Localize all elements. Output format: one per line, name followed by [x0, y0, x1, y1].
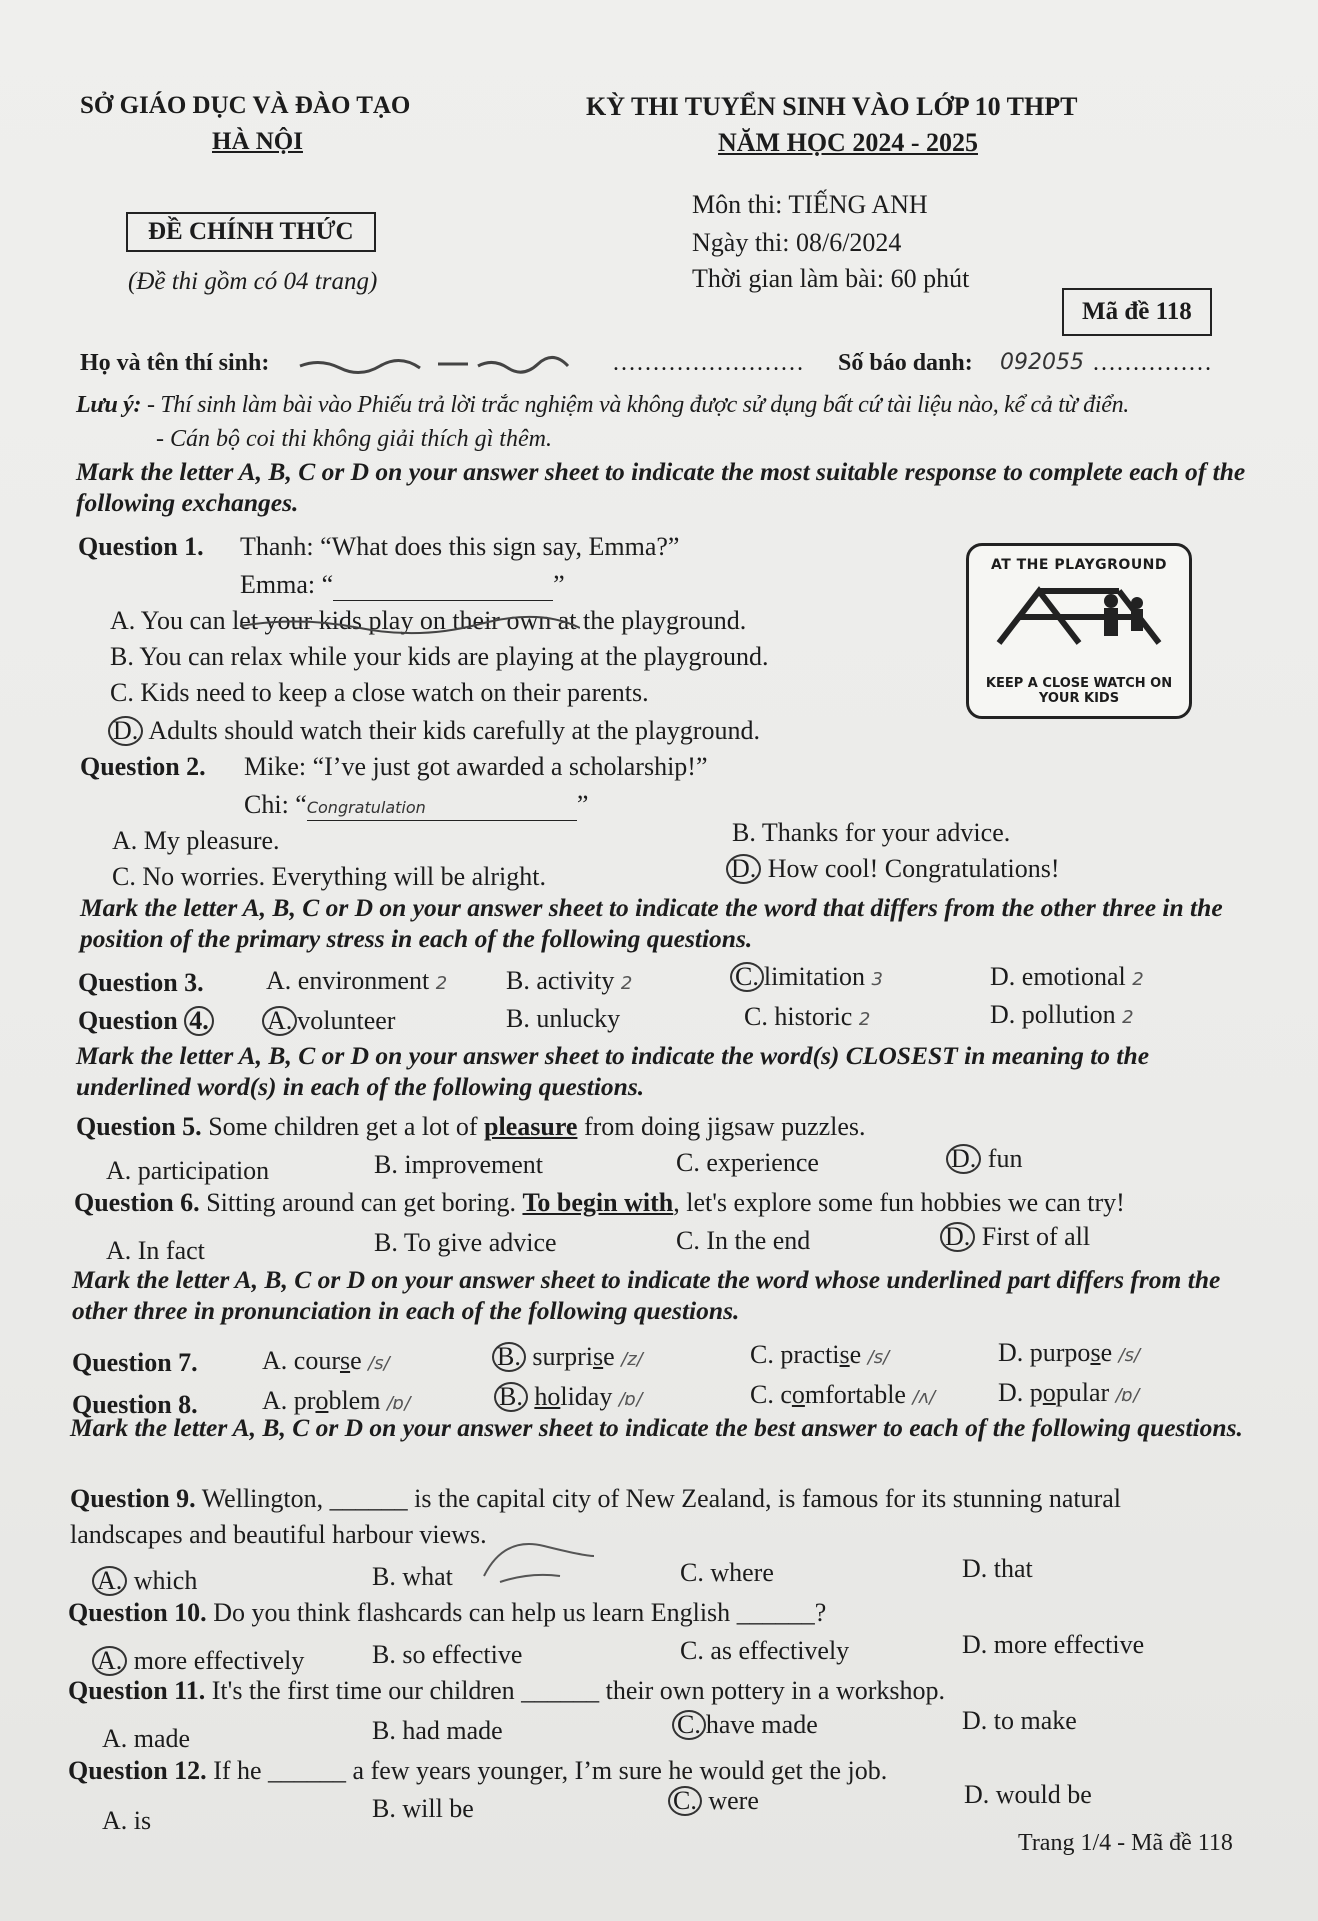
q6-option-b: B. To give advice [374, 1228, 557, 1257]
q8-a-post: blem [328, 1386, 381, 1415]
q9-stem [70, 1484, 1121, 1514]
q4-option-d-text: D. pollution [990, 1000, 1116, 1029]
q10-pre: Do you think flashcards can help us learn English [213, 1598, 731, 1627]
q4-option-c-text: C. historic [744, 1002, 853, 1031]
q9-post: is the capital city of New Zealand, is famous for its stunning natural [414, 1484, 1121, 1513]
q8-b-ul: ho [534, 1382, 561, 1411]
section-5-instruction: Mark the letter A, B, C or D on your answer sheet to indicate the best answer to each of the following questions. [70, 1413, 1243, 1442]
q4-selected-circle: A. [262, 1006, 297, 1036]
q3-option-b-text: B. activity [506, 966, 615, 995]
q2-option-d [726, 854, 1060, 884]
q4-option-d [990, 1000, 1134, 1030]
q9-option-b: B. what [372, 1562, 453, 1591]
q1-selected-circle: D. [108, 716, 143, 746]
q6-option-a: A. In fact [106, 1236, 205, 1265]
q4-option-b: B. unlucky [506, 1004, 621, 1033]
q3-option-b [506, 966, 632, 996]
q12-option-a: A. is [102, 1806, 152, 1835]
redacted-name [298, 352, 618, 376]
q2-option-b: B. Thanks for your advice. [732, 818, 1011, 847]
q10-blank: ______ [736, 1598, 815, 1627]
q7-d-ipa: /s/ [1118, 1345, 1141, 1366]
q12-option-d: D. would be [964, 1780, 1092, 1809]
q3-b-mark: 2 [620, 973, 633, 994]
q12-blank: ______ [268, 1756, 347, 1785]
q10-option-c: C. as effectively [680, 1636, 850, 1665]
q11-label: Question 11. [68, 1676, 206, 1705]
q6-underlined: To begin with [522, 1188, 674, 1217]
q6-pre: Sitting around can get boring. [206, 1188, 516, 1217]
q6-option-c: C. In the end [676, 1226, 811, 1255]
q11-option-c-text: have made [705, 1710, 818, 1739]
q11-selected-circle: C. [672, 1710, 706, 1740]
q2-handwritten: Congratulation [306, 798, 426, 817]
q2-label: Question 2. [80, 752, 206, 781]
q2-speaker: Chi: “ [244, 790, 307, 819]
sign-bottom-text: KEEP A CLOSE WATCH ON YOUR KIDS [985, 676, 1173, 706]
q12-label: Question 12. [68, 1756, 207, 1785]
q6-stem [74, 1188, 1125, 1218]
q7-selected-circle: B. [492, 1342, 526, 1372]
q12-option-c-text: were [708, 1786, 759, 1815]
q1-blank [333, 570, 553, 601]
q3-option-a [266, 966, 447, 996]
q5-label: Question 5. [76, 1112, 202, 1141]
q7-label: Question 7. [72, 1348, 198, 1377]
q11-option-c [672, 1710, 818, 1740]
exam-title: KỲ THI TUYỂN SINH VÀO LỚP 10 THPT [586, 92, 1078, 121]
exam-date: Ngày thi: 08/6/2024 [692, 228, 902, 257]
q1-option-a: A. You can let your kids play on their own at the playground. [110, 606, 747, 635]
q7-c-pre: C. practi [750, 1340, 840, 1369]
q9-pre: Wellington, [201, 1484, 324, 1513]
q8-c-ul: o [791, 1380, 805, 1409]
q7-d-ul: s [1090, 1338, 1101, 1367]
pages-note: (Đề thi gồm có 04 trang) [128, 268, 378, 295]
q1-scribble [240, 612, 580, 636]
q5-option-c: C. experience [676, 1148, 819, 1177]
q2-option-a: A. My pleasure. [112, 826, 280, 855]
q7-a-ul: s [339, 1346, 351, 1375]
q8-option-b [494, 1382, 642, 1412]
q12-option-c [668, 1786, 759, 1816]
sbd-value: 092055 [1000, 350, 1084, 375]
q9-label: Question 9. [70, 1484, 196, 1513]
q3-label: Question 3. [78, 968, 204, 997]
q11-blank: ______ [521, 1676, 600, 1705]
q7-c-ipa: /s/ [867, 1347, 890, 1368]
q7-a-post: e [350, 1346, 362, 1375]
q8-b-ipa: /ɒ/ [618, 1389, 643, 1410]
q7-d-post: e [1100, 1338, 1113, 1367]
q2-close-quote: ” [576, 790, 589, 819]
sbd-dots: …………… [1092, 350, 1212, 376]
q3-option-d-text: D. emotional [990, 962, 1126, 991]
q2-option-c: C. No worries. Everything will be alright. [112, 862, 546, 891]
q2-prompt: Mike: “I’ve just got awarded a scholarship!” [244, 752, 708, 781]
subject: Môn thi: TIẾNG ANH [692, 190, 928, 219]
q11-pre: It's the first time our children [211, 1676, 515, 1705]
q8-option-c [750, 1380, 935, 1410]
q9-option-d: D. that [962, 1554, 1033, 1583]
q12-option-b: B. will be [372, 1794, 474, 1823]
q5-option-d [946, 1144, 1022, 1174]
note-label: Lưu ý: [76, 392, 142, 418]
section-1-instruction: Mark the letter A, B, C or D on your answer sheet to indicate the most suitable response to complete each of the following exchanges. [76, 457, 1246, 517]
q2-response-line [244, 790, 588, 821]
q5-option-b: B. improvement [374, 1150, 543, 1179]
q9-option-a [92, 1566, 197, 1596]
q7-a-pre: A. cour [262, 1346, 340, 1375]
q1-speaker: Emma: “ [240, 570, 334, 599]
q5-underlined: pleasure [484, 1112, 578, 1141]
q7-b-post: e [603, 1342, 615, 1371]
q8-d-ul: o [1042, 1378, 1056, 1407]
q8-selected-circle: B. [494, 1382, 528, 1412]
q6-label: Question 6. [74, 1188, 200, 1217]
q4-option-a-text: volunteer [297, 1006, 396, 1035]
q3-option-a-text: A. environment [266, 966, 430, 995]
q7-option-c [750, 1340, 889, 1370]
q9-scribble [480, 1526, 600, 1586]
q9-stem-line2: landscapes and beautiful harbour views. [70, 1520, 487, 1549]
scribble-icon [480, 1526, 600, 1586]
q10-option-a [92, 1646, 304, 1676]
q8-label: Question 8. [72, 1390, 198, 1419]
exam-duration: Thời gian làm bài: 60 phút [692, 264, 970, 293]
q6-selected-circle: D. [940, 1222, 975, 1252]
q11-option-d: D. to make [962, 1706, 1077, 1735]
section-4-instruction: Mark the letter A, B, C or D on your answer sheet to indicate the word whose underlined part differs from the other three in pronunciation in each of the following questions. [72, 1265, 1221, 1325]
department-name: SỞ GIÁO DỤC VÀ ĐÀO TẠO [80, 92, 411, 119]
q3-option-c [730, 962, 883, 992]
q5-selected-circle: D. [946, 1144, 981, 1174]
q6-option-d [940, 1222, 1090, 1252]
note-line2: - Cán bộ coi thi không giải thích gì thêm. [156, 426, 552, 452]
strike-icon [240, 612, 580, 636]
q3-option-c-text: limitation [763, 962, 865, 991]
school-year: NĂM HỌC 2024 - 2025 [718, 128, 978, 157]
q7-b-ipa: /z/ [621, 1349, 643, 1370]
q6-post: , let's explore some fun hobbies we can try! [673, 1188, 1125, 1217]
q5-option-a: A. participation [106, 1156, 270, 1185]
q3-c-mark: 3 [871, 969, 883, 990]
q4-number-circle: 4. [184, 1006, 214, 1036]
q12-stem [68, 1756, 887, 1786]
q5-post: from doing jigsaw puzzles. [583, 1112, 866, 1141]
q8-a-ul: o [315, 1386, 329, 1415]
q4-label [78, 1006, 214, 1036]
page-footer: Trang 1/4 - Mã đề 118 [1018, 1830, 1233, 1856]
q5-stem [76, 1112, 866, 1142]
q1-option-b: B. You can relax while your kids are playing at the playground. [110, 642, 769, 671]
q2-blank [307, 790, 577, 821]
q10-post: ? [814, 1598, 827, 1627]
sign-top-text: AT THE PLAYGROUND [990, 557, 1168, 573]
q4-option-c [744, 1002, 870, 1032]
q8-a-pre: A. pr [262, 1386, 316, 1415]
q2-option-d-text: How cool! Congratulations! [767, 854, 1060, 883]
q9-option-c: C. where [680, 1558, 774, 1587]
playground-sign [966, 543, 1192, 719]
q1-option-d [108, 716, 760, 746]
q10-option-b: B. so effective [372, 1640, 523, 1669]
q7-option-d [998, 1338, 1140, 1368]
q12-pre: If he [213, 1756, 262, 1785]
q8-b-post: liday [560, 1382, 613, 1411]
q1-prompt: Thanh: “What does this sign say, Emma?” [240, 532, 680, 561]
q10-stem [68, 1598, 826, 1628]
q8-d-ipa: /ɒ/ [1115, 1385, 1140, 1406]
q2-selected-circle: D. [726, 854, 761, 884]
sbd-label: Số báo danh: [838, 350, 973, 376]
q11-post: their own pottery in a workshop. [605, 1676, 946, 1705]
official-label: ĐỀ CHÍNH THỨC [126, 212, 376, 252]
q8-d-pre: D. p [998, 1378, 1043, 1407]
q7-a-ipa: /s/ [368, 1353, 390, 1374]
q9-selected-circle: A. [92, 1566, 127, 1596]
q8-option-d [998, 1378, 1139, 1408]
q7-b-ul: s [593, 1342, 604, 1371]
q4-d-mark: 2 [1122, 1007, 1134, 1028]
q12-selected-circle: C. [668, 1786, 702, 1816]
section-3-instruction: Mark the letter A, B, C or D on your answer sheet to indicate the word(s) CLOSEST in meaning to the underlined word(s) in each of the following questions. [76, 1041, 1150, 1101]
q3-selected-circle: C. [730, 962, 764, 992]
scribble-icon [298, 352, 618, 376]
q12-post: a few years younger, I’m sure he would get the job. [352, 1756, 888, 1785]
q4-c-mark: 2 [858, 1009, 871, 1030]
q10-option-a-text: more effectively [133, 1646, 305, 1675]
playground-icon [979, 581, 1179, 651]
q7-c-ul: s [839, 1340, 850, 1369]
q1-close-quote: ” [553, 570, 565, 599]
q10-selected-circle: A. [92, 1646, 127, 1676]
q10-label: Question 10. [68, 1598, 207, 1627]
q8-c-pre: C. c [750, 1380, 792, 1409]
q7-c-post: e [849, 1340, 862, 1369]
q1-option-d-text: Adults should watch their kids carefully at the playground. [148, 716, 760, 745]
exam-code: Mã đề 118 [1062, 288, 1212, 336]
q1-label: Question 1. [78, 532, 204, 561]
q11-stem [68, 1676, 945, 1706]
q9-option-a-text: which [133, 1566, 198, 1595]
q6-option-d-text: First of all [981, 1222, 1091, 1251]
q8-d-post: pular [1055, 1378, 1110, 1407]
q10-option-d: D. more effective [962, 1630, 1145, 1659]
city-name: HÀ NỘI [212, 128, 303, 155]
q8-a-ipa: /ɒ/ [386, 1393, 411, 1414]
q7-option-a [262, 1346, 390, 1376]
candidate-name-label: Họ và tên thí sinh: [80, 350, 270, 376]
q4-option-a [262, 1006, 395, 1036]
q3-a-mark: 2 [435, 973, 448, 994]
note-line1 [76, 392, 1129, 419]
q3-d-mark: 2 [1132, 969, 1144, 990]
q7-b-pre: surpri [532, 1342, 594, 1371]
q7-option-b [492, 1342, 643, 1372]
note-text1: - Thí sinh làm bài vào Phiếu trả lời trắc nghiệm và không được sử dụng bất cứ tài liệu nào, kể cả từ điển. [146, 392, 1129, 418]
q5-pre: Some children get a lot of [208, 1112, 478, 1141]
q9-blank: ______ [329, 1484, 408, 1513]
q11-option-b: B. had made [372, 1716, 503, 1745]
q8-c-ipa: /ʌ/ [912, 1387, 936, 1408]
q11-option-a: A. made [102, 1724, 191, 1753]
q7-d-pre: D. purpo [998, 1338, 1091, 1367]
q1-response-line [240, 570, 565, 601]
q5-option-d-text: fun [987, 1144, 1023, 1173]
name-dots: …………………… [612, 350, 804, 376]
q4-label-text: Question [78, 1006, 178, 1035]
q3-option-d [990, 962, 1144, 992]
section-2-instruction: Mark the letter A, B, C or D on your answer sheet to indicate the word that differs from the other three in the position of the primary stress in each of the following questions. [80, 893, 1223, 953]
q1-option-c: C. Kids need to keep a close watch on their parents. [110, 678, 649, 707]
q8-c-post: mfortable [804, 1380, 906, 1409]
